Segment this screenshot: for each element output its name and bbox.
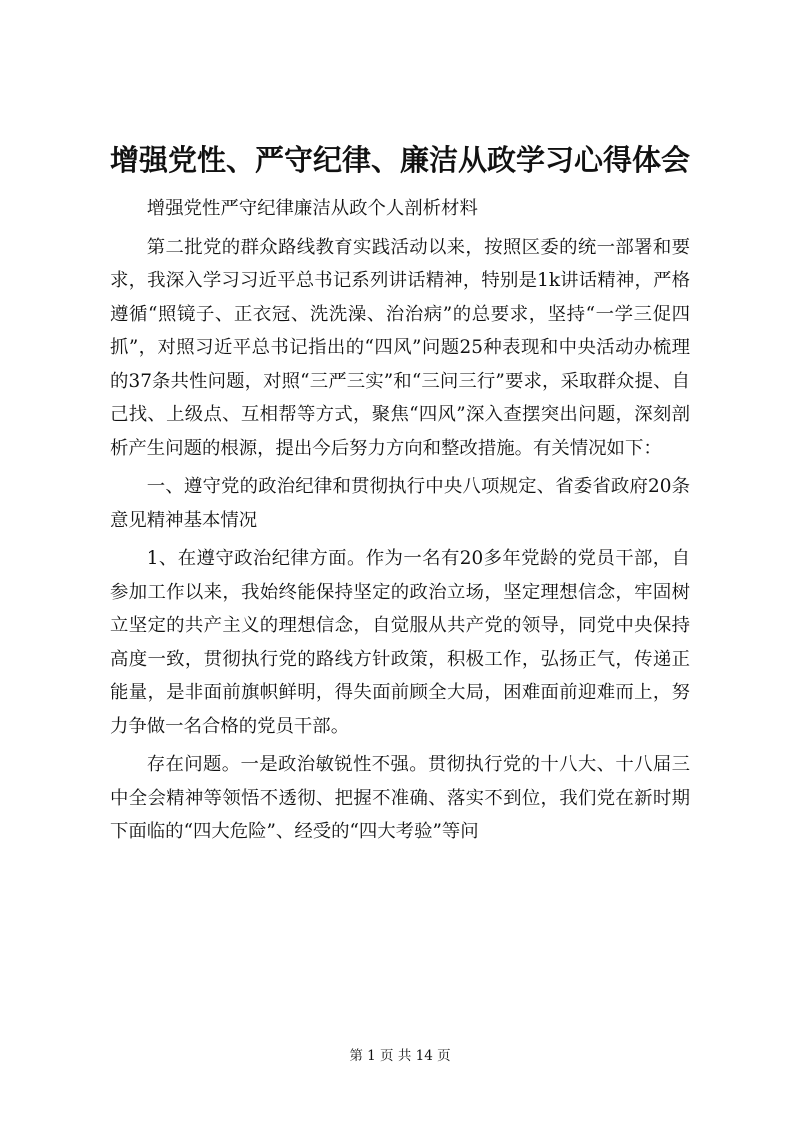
document-body xyxy=(110,192,690,849)
section-heading-paragraph: 一、遵守党的政治纪律和贯彻执行中央八项规定、省委省政府20条意见精神基本情况 xyxy=(110,476,690,531)
existing-problems-paragraph: 存在问题。一是政治敏锐性不强。贯彻执行党的十八大、十八届三中全会精神等领悟不透彻、把握不准确、落实不到位，我们党在新时期下面临的“四大危险”、经受的“四大考验”等问 xyxy=(110,754,690,842)
political-discipline-paragraph: 1、在遵守政治纪律方面。作为一名有20多年党龄的党员干部，自参加工作以来，我始终能保持坚定的政治立场，坚定理想信念，牢固树立坚定的共产主义的理想信念，自觉服从共产党的领导，同党中央保持高度一致，贯彻执行党的路线方针政策，积极工作，弘扬正气，传递正能量，是非面前旗帜鲜明，得失面前顾全大局，困难面前迎难而上，努力争做一名合格的党员干部。 xyxy=(110,548,690,737)
subtitle-paragraph: 增强党性严守纪律廉洁从政个人剖析材料 xyxy=(146,198,478,219)
page-number-footer: 第 1 页 共 14 页 xyxy=(349,1048,451,1064)
document-title: 增强党性、严守纪律、廉洁从政学习心得体会 xyxy=(109,143,690,177)
intro-paragraph: 第二批党的群众路线教育实践活动以来，按照区委的统一部署和要求，我深入学习习近平总书记系列讲话精神，特别是1k讲话精神，严格遵循“照镜子、正衣冠、洗洗澡、治治病”的总要求，坚持“一学三促四抓”，对照习近平总书记指出的“四风”问题25种表现和中央活动办梳理的37条共性问题，对照“三严三实”和“三问三行”要求，采取群众提、自己找、上级点、互相帮等方式，聚焦“四风”深入查摆突出问题，深刻剖析产生问题的根源，提出今后努力方向和整改措施。有关情况如下： xyxy=(110,236,690,459)
